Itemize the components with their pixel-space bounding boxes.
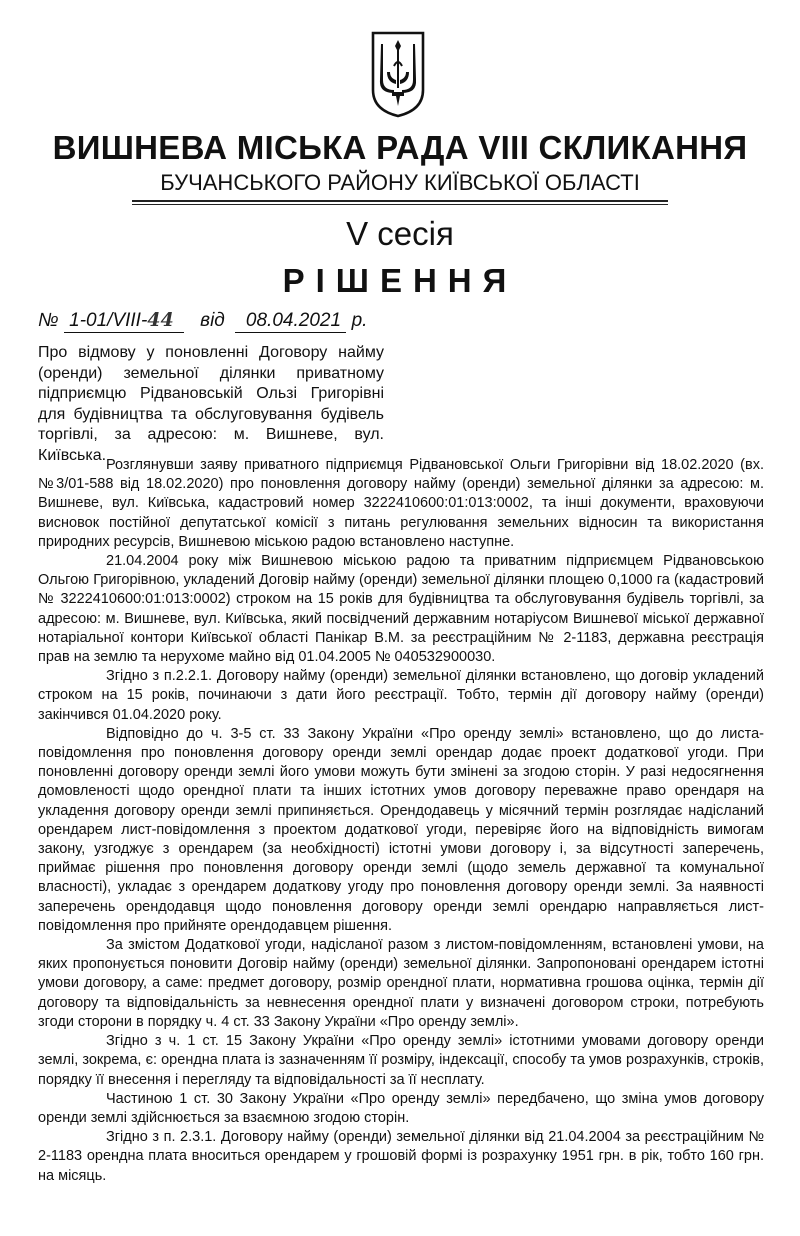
paragraph: Розглянувши заяву приватного підприємця Рідвановської Ольги Григорівни від 18.02.2020 (вх.№3/01-588 від 18.02.2020) про поновлення договору найму (оренди) земельної ділянки за адресою: м. Вишневе, вул. Київська, кадастровий номер 3222410600:01:013:0002, та інші документи, враховуючи висновок постійної депутатської комісії з питань регулювання земельних відносин та використання природних ресурсів, Вишневою міською радою встановлено наступне. bbox=[38, 457, 764, 550]
date-label: від bbox=[200, 310, 225, 331]
paragraph: Відповідно до ч. 3-5 ст. 33 Закону України «Про оренду землі» встановлено, що до листа-повідомлення про поновлення договору оренди землі орендар додає проект додаткової угоди. При поновленні договору оренди землі його умови можуть бути змінені за згодою сторін. У разі недосягнення домовленості щодо орендної плати та інших істотних умов договору переважне право орендаря на укладення договору оренди землі припиняється. Орендодавець у місячний термін розглядає надісланий орендарем лист-повідомлення з проектом додаткової угоди, перевіряє його на відповідність вимогам закону, узгоджує з орендарем (за необхідності) істотні умови договору і, за відсутності заперечень, приймає рішення про поновлення договору оренди землі (щодо земель державної та комунальної власності), укладає з орендарем додаткову угоду про поновлення договору оренди землі. За наявності заперечень орендодавця щодо поновлення договору оренди землі орендарю направляється лист-повідомлення про прийняте орендодавцем рішення. bbox=[38, 725, 764, 934]
paragraph: Згідно з п. 2.3.1. Договору найму (оренди) земельної ділянки від 21.04.2004 за реєстраційним № 2-1183 орендна плата вноситься орендарем у грошовій формі із розрахунку 1951 грн. в рік, тобто 160 грн. на місяць. bbox=[38, 1129, 764, 1184]
document-body bbox=[38, 456, 764, 1186]
council-title: ВИШНЕВА МІСЬКА РАДА VIII СКЛИКАННЯ bbox=[52, 129, 748, 166]
document-date: 08.04.2021 bbox=[235, 310, 346, 333]
trident-coat-of-arms-icon bbox=[370, 30, 426, 118]
header-divider bbox=[132, 200, 668, 202]
document-number: 1-01/VIII-44 bbox=[64, 309, 184, 333]
decision-subject: Про відмову у поновленні Договору найму (оренди) земельної ділянки приватному підприємцю Рідвановській Ользі Григорівні для будівництва та обслуговування будівель торгівлі, за адресою: м. Вишневе, вул. Київська. bbox=[38, 344, 384, 464]
year-suffix: р. bbox=[351, 310, 368, 331]
decision-title: РІШЕННЯ bbox=[282, 262, 518, 299]
header-divider-thin bbox=[132, 204, 668, 205]
session-title: V сесія bbox=[346, 215, 454, 252]
paragraph: 21.04.2004 року між Вишневою міською радою та приватним підприємцем Рідвановською Ольгою Григорівною, укладений Договір найму (оренди) земельної ділянки площею 0,1000 га (кадастровий № 3222410600:01:013:0002) строком на 15 років для будівництва та обслуговування будівель торгівлі, за адресою: м. Вишневе, вул. Київська, який посвідчений державним нотаріусом Вишневої міської державної нотаріальної контори Київської області Панікар В.М. за реєстраційним № 2-1183, державна реєстрація прав на землю та нерухоме майно від 01.04.2005 № 040532900030. bbox=[38, 553, 764, 666]
handwritten-number: 44 bbox=[147, 309, 174, 331]
document-number-line bbox=[38, 307, 367, 335]
district-subtitle: БУЧАНСЬКОГО РАЙОНУ КИЇВСЬКОЇ ОБЛАСТІ bbox=[160, 170, 640, 195]
paragraph: Частиною 1 ст. 30 Закону України «Про оренду землі» передбачено, що зміна умов договору оренди землі здійснюється за взаємною згодою сторін. bbox=[38, 1090, 764, 1126]
paragraph: Згідно з ч. 1 ст. 15 Закону України «Про оренду землі» істотними умовами договору оренди землі, зокрема, є: орендна плата із зазначенням її розміру, індексації, способу та умов розрахунків, строків, порядку її внесення і перегляду та відповідальності за її несплату. bbox=[38, 1033, 764, 1088]
number-label: № bbox=[38, 310, 59, 331]
paragraph: Згідно з п.2.2.1. Договору найму (оренди) земельної ділянки встановлено, що договір укладений строком на 15 років, починаючи з дати його реєстрації. Тобто, термін дії договору найму (оренди) закінчився 01.04.2020 року. bbox=[38, 668, 764, 723]
paragraph: За змістом Додаткової угоди, надісланої разом з листом-повідомленням, встановлені умови, на яких пропонується поновити Договір найму (оренди) земельної ділянки. Запропоновані орендарем істотні умови договору, а саме: предмет договору, розмір орендної плати, нормативна грошова оцінка, термін дії договору та відповідальність за невнесення орендної плати у визначені договором строки, потребують згоди сторони в порядку ч. 4 ст. 33 Закону України «Про оренду землі». bbox=[38, 937, 764, 1030]
